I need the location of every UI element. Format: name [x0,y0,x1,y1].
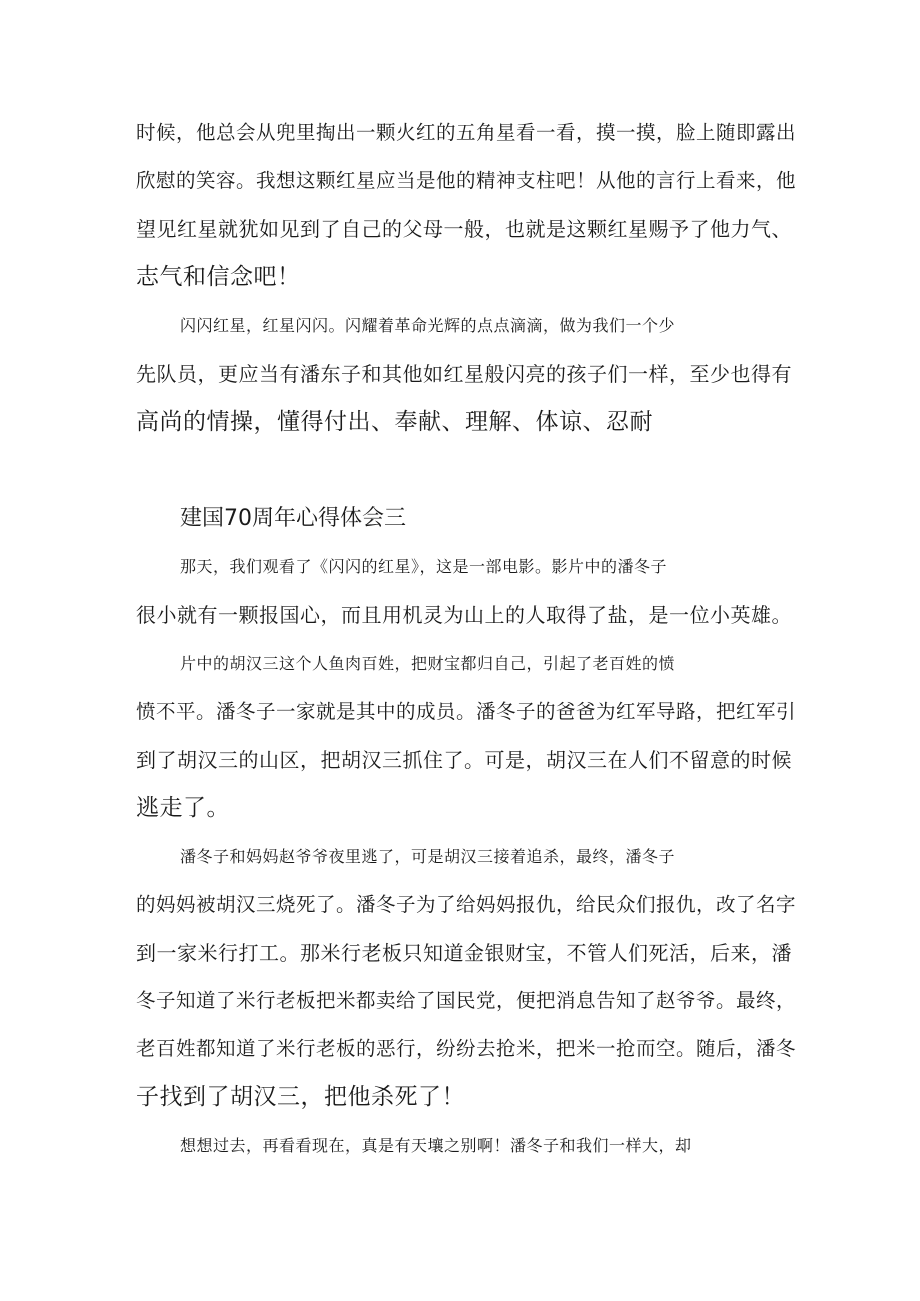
text-line: 先队员，更应当有潘东子和其他如红星般闪亮的孩子们一样，至少也得有 [136,362,792,386]
text-line: 那天，我们观看了《闪闪的红星》，这是一部电影。影片中的潘冬子 [180,557,668,576]
text-line: 到一家米行打工。那米行老板只知道金银财宝，不管人们死活，后来，潘 [136,941,792,965]
text-line: 到了胡汉三的山区，把胡汉三抓住了。可是，胡汉三在人们不留意的时候 [136,748,792,772]
text-line: 逃走了。 [136,795,230,821]
text-line: 潘冬子和妈妈赵爷爷夜里逃了，可是胡汉三接着追杀，最终，潘冬子 [180,847,676,866]
text-line: 望见红星就犹如见到了自己的父母一般，也就是这颗红星赐予了他力气、 [136,217,792,241]
text-line: 老百姓都知道了米行老板的恶行，纷纷去抢米，把米一抢而空。随后，潘冬 [136,1037,797,1060]
text-line: 的妈妈被胡汉三烧死了。潘冬子为了给妈妈报仇，给民众们报仇，改了名字 [136,893,797,916]
text-line: 志气和信念吧！ [136,264,301,290]
text-line: 闪闪红星，红星闪闪。闪耀着革命光辉的点点滴滴，做为我们一个少 [180,316,676,335]
text-line: 冬子知道了米行老板把米都卖给了国民党，便把消息告知了赵爷爷。最终， [136,989,797,1012]
section-title: 建国70周年心得体会三 [180,506,406,531]
text-line: 想想过去，再看看现在，真是有天壤之别啊！潘冬子和我们一样大，却 [180,1136,692,1155]
text-line: 很小就有一颗报国心，而且用机灵为山上的人取得了盐，是一位小英雄。 [136,603,792,627]
text-line: 片中的胡汉三这个人鱼肉百姓，把财宝都归自己，引起了老百姓的愤 [180,654,676,673]
text-line: 高尚的情操，懂得付出、奉献、理解、体谅、忍耐 [136,409,653,435]
text-line: 时候，他总会从兜里掏出一颗火红的五角星看一看，摸一摸，脸上随即露出 [136,121,797,144]
text-line: 欣慰的笑容。我想这颗红星应当是他的精神支柱吧！从他的言行上看来，他 [136,169,797,192]
text-line: 愤不平。潘冬子一家就是其中的成员。潘冬子的爸爸为红军导路，把红军引 [136,700,797,723]
text-line: 子找到了胡汉三，把他杀死了！ [136,1084,465,1110]
